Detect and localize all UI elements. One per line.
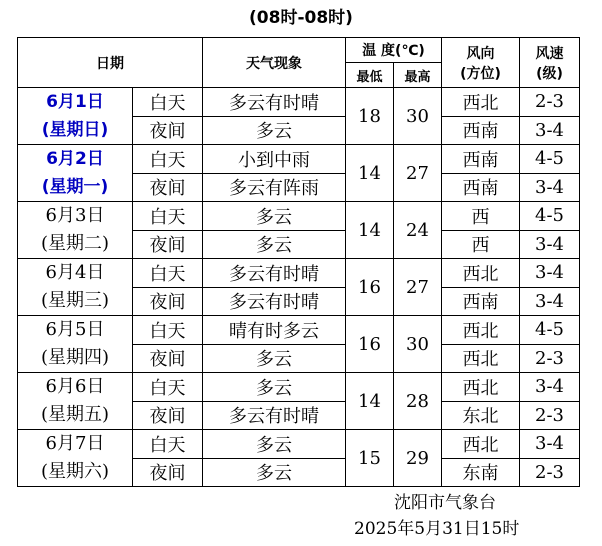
temp-max: 28 — [394, 373, 442, 430]
wind-speed-day: 2-3 — [520, 88, 580, 117]
wind-direction-night: 西南 — [442, 173, 520, 202]
wind-speed-night: 3-4 — [520, 173, 580, 202]
period-night-label: 夜间 — [133, 401, 203, 430]
temp-min: 18 — [346, 88, 394, 145]
wind-direction-night: 西南 — [442, 116, 520, 145]
wind-direction-day: 西北 — [442, 373, 520, 402]
wind-speed-night: 2-3 — [520, 401, 580, 430]
header-temp-max: 最高 — [394, 63, 442, 88]
period-day-label: 白天 — [133, 373, 203, 402]
header-wind-direction-unit: (方位) — [460, 65, 501, 82]
wind-direction-day: 西北 — [442, 259, 520, 288]
wind-speed-night: 2-3 — [520, 344, 580, 373]
wind-direction-day: 西北 — [442, 316, 520, 345]
weekday-label: (星期一) — [41, 177, 109, 197]
weekday-label: (星期三) — [40, 290, 110, 311]
wind-direction-night: 西 — [442, 230, 520, 259]
wind-direction-day: 西 — [442, 202, 520, 231]
weekday-label: (星期五) — [40, 404, 110, 425]
wind-direction-night: 西北 — [442, 344, 520, 373]
temp-min: 14 — [346, 202, 394, 259]
date-cell — [18, 316, 133, 373]
weekday-label: (星期四) — [40, 347, 110, 368]
date-cell — [18, 373, 133, 430]
wind-speed-night: 3-4 — [520, 287, 580, 316]
period-day-label: 白天 — [133, 430, 203, 459]
date-cell — [18, 430, 133, 487]
header-wind-speed-unit: (级) — [536, 65, 563, 82]
header-wind-direction — [442, 38, 520, 88]
wind-direction-day: 西南 — [442, 145, 520, 174]
weather-day: 多云有时晴 — [203, 88, 346, 117]
date-label: 6月5日 — [45, 319, 105, 340]
weather-day: 晴有时多云 — [203, 316, 346, 345]
date-label: 6月2日 — [46, 149, 104, 169]
wind-direction-night: 东北 — [442, 401, 520, 430]
weather-night: 多云有时晴 — [203, 287, 346, 316]
forecast-period-subtitle: (08时-08时) — [249, 8, 353, 28]
wind-speed-night: 3-4 — [520, 230, 580, 259]
period-day-label: 白天 — [133, 202, 203, 231]
wind-speed-day: 4-5 — [520, 316, 580, 345]
header-date: 日期 — [18, 38, 203, 88]
period-night-label: 夜间 — [133, 458, 203, 487]
weather-night: 多云 — [203, 458, 346, 487]
header-row-1 — [18, 38, 580, 63]
wind-speed-night: 2-3 — [520, 458, 580, 487]
temp-min: 16 — [346, 259, 394, 316]
temp-max: 30 — [394, 316, 442, 373]
wind-direction-night: 东南 — [442, 458, 520, 487]
table-row — [18, 88, 580, 117]
date-label: 6月1日 — [46, 92, 104, 112]
temp-max: 27 — [394, 259, 442, 316]
wind-direction-day: 西北 — [442, 430, 520, 459]
table-row — [18, 316, 580, 345]
date-label: 6月7日 — [45, 433, 105, 454]
weather-night: 多云 — [203, 230, 346, 259]
date-cell — [18, 145, 133, 202]
weather-day: 多云 — [203, 373, 346, 402]
temp-min: 14 — [346, 145, 394, 202]
period-day-label: 白天 — [133, 88, 203, 117]
weather-day: 多云 — [203, 202, 346, 231]
wind-direction-night: 西南 — [442, 287, 520, 316]
table-row — [18, 373, 580, 402]
header-wind-speed-label: 风速 — [535, 45, 564, 62]
temp-min: 15 — [346, 430, 394, 487]
wind-speed-day: 4-5 — [520, 202, 580, 231]
weather-night: 多云 — [203, 116, 346, 145]
wind-speed-day: 3-4 — [520, 259, 580, 288]
period-day-label: 白天 — [133, 259, 203, 288]
weather-day: 多云 — [203, 430, 346, 459]
table-row — [18, 202, 580, 231]
date-label: 6月4日 — [45, 262, 105, 283]
weekday-label: (星期日) — [41, 120, 109, 140]
period-night-label: 夜间 — [133, 344, 203, 373]
table-row — [18, 430, 580, 459]
weekday-label: (星期六) — [40, 461, 110, 482]
wind-speed-day: 4-5 — [520, 145, 580, 174]
forecast-table — [17, 37, 580, 487]
date-cell — [18, 202, 133, 259]
weather-day: 小到中雨 — [203, 145, 346, 174]
period-day-label: 白天 — [133, 145, 203, 174]
issuer-name: 沈阳市气象台 — [394, 493, 496, 513]
weekday-label: (星期二) — [40, 233, 110, 254]
temp-min: 16 — [346, 316, 394, 373]
header-wind-direction-label: 风向 — [466, 45, 495, 62]
period-night-label: 夜间 — [133, 287, 203, 316]
period-day-label: 白天 — [133, 316, 203, 345]
period-night-label: 夜间 — [133, 116, 203, 145]
issued-time: 2025年5月31日15时 — [354, 519, 520, 539]
weather-day: 多云有时晴 — [203, 259, 346, 288]
date-cell — [18, 259, 133, 316]
weather-night: 多云有阵雨 — [203, 173, 346, 202]
header-temperature: 温 度(℃) — [346, 38, 442, 63]
temp-max: 29 — [394, 430, 442, 487]
wind-speed-day: 3-4 — [520, 373, 580, 402]
header-weather: 天气现象 — [203, 38, 346, 88]
temp-max: 30 — [394, 88, 442, 145]
date-label: 6月3日 — [45, 205, 105, 226]
weather-night: 多云有时晴 — [203, 401, 346, 430]
wind-speed-day: 3-4 — [520, 430, 580, 459]
date-label: 6月6日 — [45, 376, 105, 397]
header-wind-speed — [520, 38, 580, 88]
wind-direction-day: 西北 — [442, 88, 520, 117]
table-row — [18, 259, 580, 288]
date-cell — [18, 88, 133, 145]
table-row — [18, 145, 580, 174]
period-night-label: 夜间 — [133, 230, 203, 259]
period-night-label: 夜间 — [133, 173, 203, 202]
weather-night: 多云 — [203, 344, 346, 373]
temp-max: 24 — [394, 202, 442, 259]
header-temp-min: 最低 — [346, 63, 394, 88]
temp-max: 27 — [394, 145, 442, 202]
wind-speed-night: 3-4 — [520, 116, 580, 145]
temp-min: 14 — [346, 373, 394, 430]
